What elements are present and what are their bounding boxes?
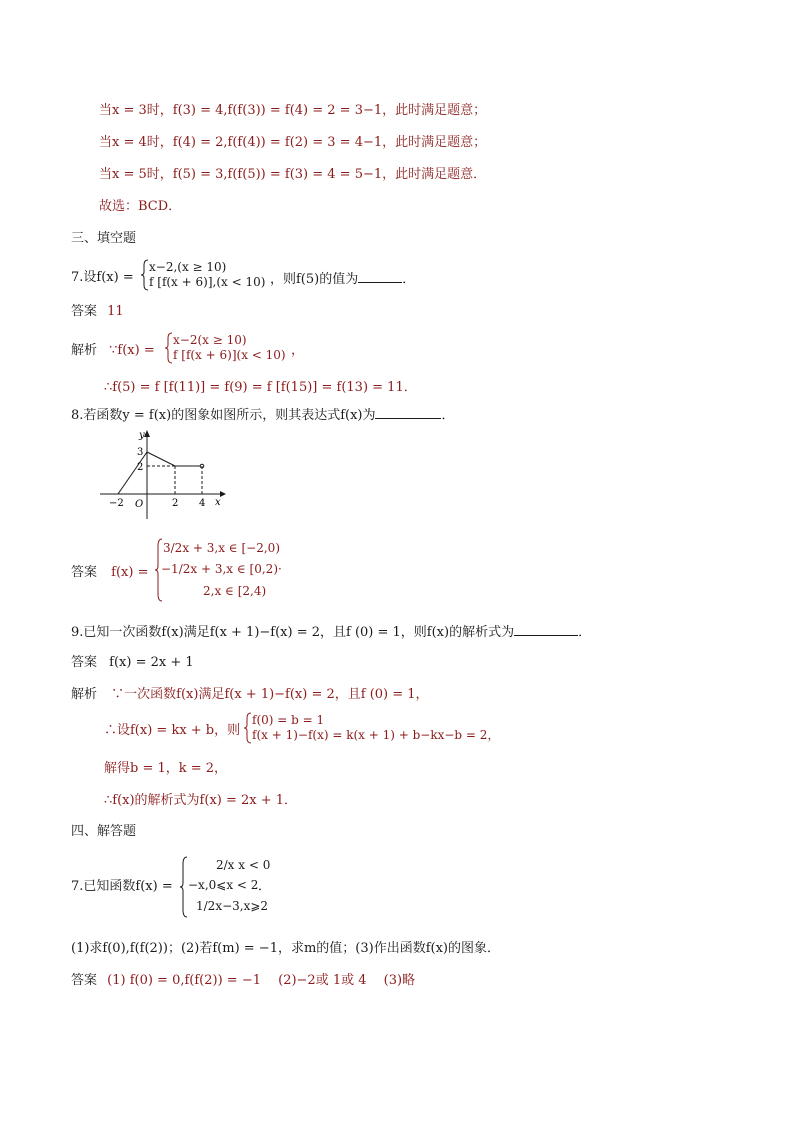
q8-function-graph <box>95 425 235 520</box>
brace-icon <box>180 856 188 918</box>
q7b-case-3: 1/2x−3,x⩾2 <box>196 899 269 913</box>
q9-end: ． <box>578 625 592 640</box>
q9-system-eq-2 <box>252 729 499 742</box>
section-fill-blank-title: 三、填空题 <box>71 231 137 246</box>
q7-suffix <box>270 270 415 288</box>
q7-answer-value: 11 <box>107 304 124 319</box>
q9-answer <box>71 655 194 671</box>
q7-analysis-suffix: ， <box>291 343 305 358</box>
q9-step-3: ∴f(x)的解析式为f(x) = 2x + 1． <box>104 793 298 808</box>
q8-answer-label: 答案 <box>71 565 98 580</box>
q8-case-3: 2,x ∈ [2,4) <box>203 584 267 598</box>
x-axis-label: x <box>215 497 221 508</box>
brace-icon <box>244 712 252 744</box>
q9-step-1: ∴设f(x) = kx + b，则 <box>104 723 241 738</box>
q8-text <box>71 406 455 424</box>
q7-analysis-piecewise <box>165 332 305 364</box>
q9-system-eq-2-text: f(x + 1)−f(x) = k(x + 1) + b−kx−b = 2 <box>252 728 488 742</box>
q8-end: ． <box>441 408 455 423</box>
q9-text-body: 9.已知一次函数f(x)满足f(x + 1)−f(x) = 2，且f (0) = 1，则f(x)的解析式为 <box>71 625 515 640</box>
q7-step: ∴f(5) = f [f(11)] = f(9) = f [f(15)] = f(13) = 11． <box>104 380 417 395</box>
section-answer-title: 四、解答题 <box>71 824 137 839</box>
continuation-line-1: 当x = 3时，f(3) = 4,f(f(3)) = f(4) = 2 = 3−1，此时满足题意； <box>99 103 487 118</box>
y-axis-arrow-icon <box>144 430 150 437</box>
q7-answer <box>71 304 124 320</box>
q7b-case-2: −x,0⩽x < 2 <box>188 878 259 892</box>
q7b-prefix: 7.已知函数f(x) = <box>71 879 173 894</box>
q7-blank[interactable] <box>358 270 402 283</box>
brace-icon <box>165 332 173 364</box>
q9-system-end: ， <box>487 728 500 742</box>
graph-segment-2 <box>147 452 175 466</box>
q7b-question: (1)求f(0),f(f(2))；(2)若f(m) = −1，求m的值；(3)作出函数f(x)的图象． <box>71 941 501 956</box>
q8-blank[interactable] <box>375 406 441 419</box>
q7-end: ． <box>402 272 416 287</box>
q7-analysis-label: 解析 <box>71 343 98 358</box>
q8-case-2 <box>161 563 282 576</box>
q8-answer-prefix: f(x) = <box>111 565 149 580</box>
q7b-case-1: 2/x x < 0 <box>216 858 271 872</box>
q9-blank[interactable] <box>514 623 578 636</box>
q7b-answer-label: 答案 <box>71 973 98 988</box>
q7-answer-label: 答案 <box>71 304 98 319</box>
tick-x-2: 2 <box>172 498 179 509</box>
tick-y-2: 2 <box>137 462 144 473</box>
q9-analysis-label: 解析 <box>71 687 98 702</box>
q9-analysis <box>71 687 429 703</box>
y-axis-label: y <box>139 430 145 441</box>
q7-analysis-case-2: f [f(x + 6)](x < 10) <box>173 348 286 362</box>
continuation-line-2: 当x = 4时，f(4) = 2,f(f(4)) = f(2) = 3 = 4−1，此时满足题意； <box>99 135 487 150</box>
q9-system <box>244 712 514 744</box>
q7-prefix: 7.设f(x) = <box>71 270 134 285</box>
q8-case-2-text: −1/2x + 3,x ∈ [0,2) <box>161 562 278 576</box>
tick-y-3: 3 <box>137 447 144 458</box>
q7-analysis-prefix: ∵f(x) = <box>109 343 155 358</box>
tick-x-neg2: −2 <box>109 498 124 509</box>
q7-analysis-case-1: x−2(x ≥ 10) <box>173 333 247 347</box>
brace-icon <box>141 259 149 291</box>
q8-case-1: 3/2x + 3,x ∈ [−2,0) <box>163 541 280 555</box>
q9-answer-value: f(x) = 2x + 1 <box>109 655 194 670</box>
q7b-answer-text: (1) f(0) = 0,f(f(2)) = −1 (2)−2或 1或 4 (3)略 <box>107 973 416 988</box>
graph-segment-1 <box>118 452 147 494</box>
q7-suffix-text: ，则f(5)的值为 <box>270 272 359 287</box>
q8-text-body: 8.若函数y = f(x)的图象如图所示，则其表达式f(x)为 <box>71 408 376 423</box>
q9-analysis-text: ∵一次函数f(x)满足f(x + 1)−f(x) = 2，且f (0) = 1， <box>111 687 429 702</box>
continuation-line-3: 当x = 5时，f(5) = 3,f(f(5)) = f(3) = 4 = 5−1，此时满足题意． <box>99 167 487 182</box>
q7-piecewise <box>141 259 271 291</box>
q9-step-2: 解得b = 1，k = 2， <box>104 761 228 776</box>
q7-case-1: x−2,(x ≥ 10) <box>149 260 227 274</box>
q9-answer-label: 答案 <box>71 655 98 670</box>
q7b-answer <box>71 973 415 989</box>
q9-text <box>71 623 591 641</box>
q9-system-eq-1: f(0) = b = 1 <box>252 713 325 727</box>
q8-answer-piecewise <box>155 538 282 602</box>
q7-analysis <box>71 343 155 359</box>
q8-answer <box>71 565 148 581</box>
origin-label: O <box>135 499 144 510</box>
q7-case-2: f [f(x + 6)],(x < 10) <box>149 275 266 289</box>
x-axis-arrow-icon <box>220 491 226 497</box>
tick-x-4: 4 <box>199 498 206 509</box>
continuation-line-4: 故选：BCD． <box>99 199 182 214</box>
q8-case-2-end: · <box>278 562 282 576</box>
q7b-end: ． <box>258 879 272 894</box>
